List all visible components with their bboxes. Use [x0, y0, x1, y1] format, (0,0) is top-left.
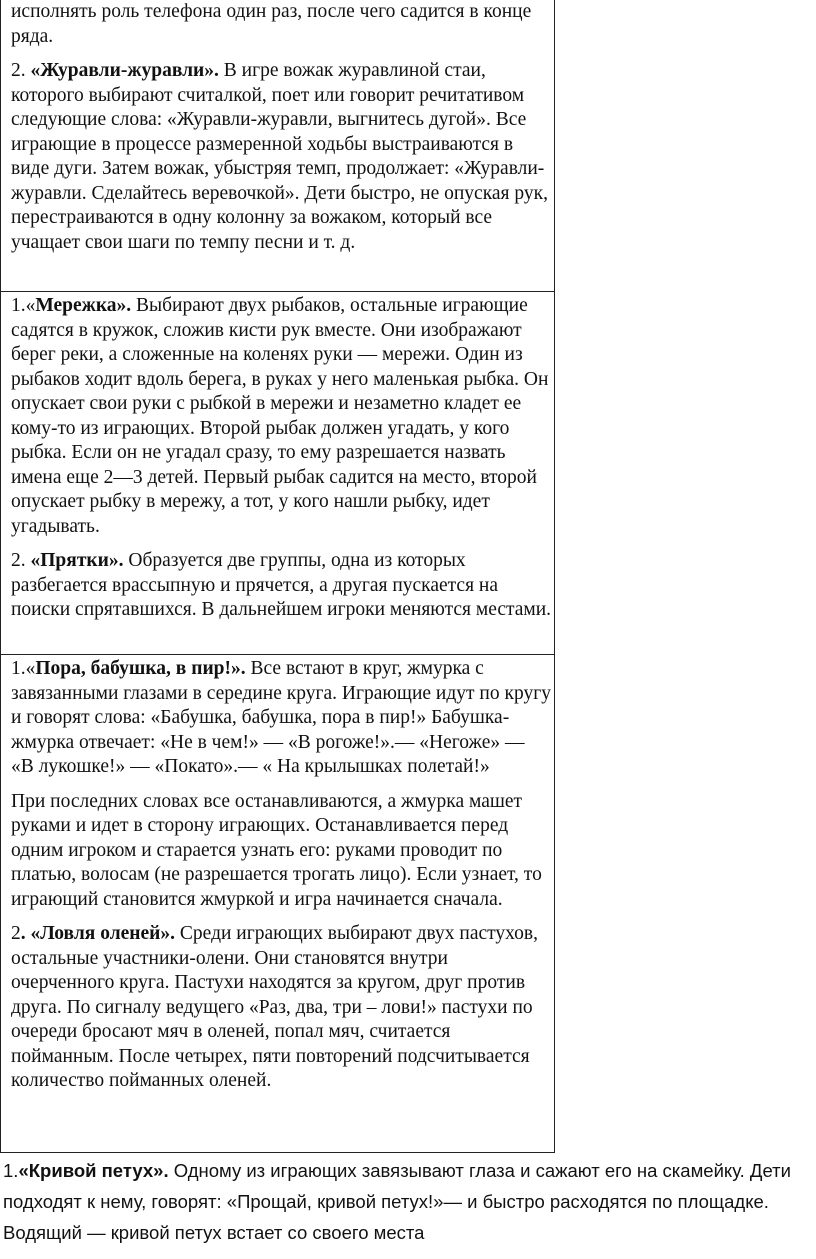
game-title: Мережка». [35, 295, 132, 316]
game-hide-and-seek [11, 549, 552, 623]
game-description: Выбирают двух рыбаков, остальные играющие садятся в кружок, сложив кисти рук вместе. Они изображают берег реки, а сложенные на коленях руки — мережи. Один из рыбаков ходит вдоль берега, в руках у него маленькая рыбка. Он опускает свои руки с рыбкой в мережи и незаметно кладет ее кому-то из играющих. Второй рыбак должен угадать, у кого рыбка. Если он не угадал сразу, то ему разрешается назвать имена еще 2—3 детей. Первый рыбак садится на место, второй опускает рыбку в мережу, а тот, у кого нашли рыбку, идет угадывать. [11, 295, 549, 537]
game-description: Образуется две группы, одна из которых разбегается врассыпную и прячется, а другая пускается на поиски спрятавшихся. В дальнейшем игроки меняются местами. [11, 550, 552, 620]
table-cell-1 [1, 0, 554, 291]
table-cell-3 [1, 654, 554, 1152]
game-crooked-rooster [3, 1155, 813, 1248]
game-number: 2. [11, 550, 31, 571]
table-cell-2 [1, 291, 554, 654]
game-grandma-feast [11, 657, 552, 780]
game-description: Все встают в круг, жмурка с завязанными глазами в середине круга. Играющие идут по кругу и говорят слова: «Бабушка, бабушка, пора в пир!» Бабушка-жмурка отвечает: «Не в чем!» — «В рогоже!».— «Негоже» — «В лукошке!» — «Покато».— « На крылышках полетай!» [11, 658, 551, 777]
game-title: «Журавли-журавли». [30, 60, 219, 81]
game-cranes [11, 59, 552, 255]
game-title: «Кривой петух». [18, 1160, 169, 1181]
game-grandma-feast-continued: При последних словах все останавливаются, а жмурка машет руками и идет в сторону играющих. Останавливается перед одним игроком и старается узнать его: руками проводит по платью, волосам (не разрешается трогать лицо). Если узнает, то играющий становится жмуркой и игра начинается сначала. [11, 790, 542, 910]
game-description: Одному из играющих завязывают глаза и сажают его на скамейку. Дети подходят к нему, говорят: «Прощай, кривой петух!»— и быстро расходятся по площадке. Водящий — кривой петух встает со своего места [3, 1160, 791, 1243]
game-deer-catching [11, 922, 552, 1094]
game-number: 1.« [11, 658, 36, 679]
paragraph-phone-end: исполнять роль телефона один раз, после чего садится в конце ряда. [11, 1, 532, 47]
game-number: 1. [3, 1160, 19, 1181]
game-description: Среди играющих выбирают двух пастухов, остальные участники-олени. Они становятся внутри очерченного круга. Пастухи находятся за кругом, друг против друга. По сигналу ведущего «Раз, два, три – лови!» пастухи по очереди бросают мяч в оленей, попал мяч, считается пойманным. После четырех, пяти повторений подсчитывается количество пойманных оленей. [11, 923, 539, 1091]
game-number: 2. [11, 60, 31, 81]
game-title: «Прятки». [30, 550, 124, 571]
game-description: В игре вожак журавлиной стаи, которого выбирают считалкой, поет или говорит речитативом следующие слова: «Журавли-журавли, выгнитесь дугой». Все играющие в процессе размеренной ходьбы выстраиваются в виде дуги. Затем вожак, убыстряя темп, продолжает: «Журавли-журавли. Сделайтесь веревочкой». Дети быстро, не опуская рук, перестраиваются в одну колонну за вожаком, который все учащает свои шаги по темпу песни и т. д. [11, 60, 548, 253]
game-title: Пора, бабушка, в пир!». [35, 658, 246, 679]
game-number: 1.« [11, 295, 36, 316]
game-merezhka [11, 294, 552, 539]
game-number: 2 [11, 923, 21, 944]
game-title: . «Ловля оленей». [20, 923, 176, 944]
